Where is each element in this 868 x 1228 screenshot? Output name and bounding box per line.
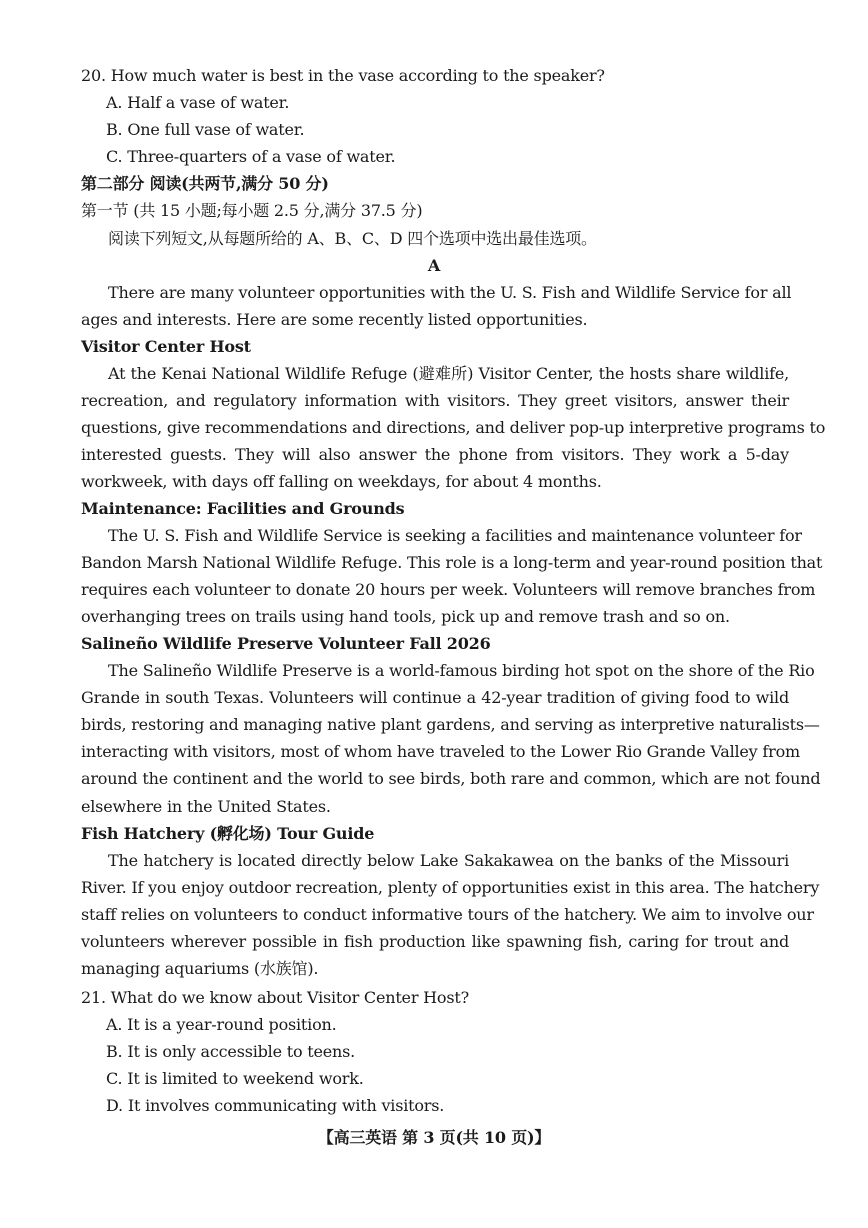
intro-line: There are many volunteer opportunities with the U. S. Fish and Wildlife Service for all — [108, 283, 792, 302]
passage-letter: A — [427, 256, 441, 275]
paragraph-line: volunteers wherever possible in fish production like spawning fish, caring for trout and — [81, 932, 789, 951]
section-heading: Fish Hatchery (孵化场) Tour Guide — [81, 824, 375, 843]
paragraph-line: interested guests. They will also answer the phone from visitors. They work a 5-day — [81, 445, 789, 464]
question-20-stem: 20. How much water is best in the vase according to the speaker? — [81, 66, 605, 85]
paragraph-line: requires each volunteer to donate 20 hours per week. Volunteers will remove branches from — [81, 580, 816, 599]
paragraph-line: workweek, with days off falling on weekdays, for about 4 months. — [81, 472, 602, 491]
paragraph-line: The U. S. Fish and Wildlife Service is seeking a facilities and maintenance volunteer for — [108, 526, 802, 545]
intro-line: ages and interests. Here are some recently listed opportunities. — [81, 310, 588, 329]
paragraph-line: The Salineño Wildlife Preserve is a world-famous birding hot spot on the shore of the Rio — [108, 661, 815, 680]
paragraph-line: interacting with visitors, most of whom have traveled to the Lower Rio Grande Valley from — [81, 742, 800, 761]
page-footer: 【高三英语 第 3 页(共 10 页)】 — [317, 1128, 551, 1147]
question-21-option-a: A. It is a year-round position. — [106, 1015, 337, 1034]
section-heading: Visitor Center Host — [81, 337, 251, 356]
paragraph-line: birds, restoring and managing native plant gardens, and serving as interpretive naturalists— — [81, 715, 820, 734]
paragraph-line: River. If you enjoy outdoor recreation, plenty of opportunities exist in this area. The hatchery — [81, 878, 820, 897]
paragraph-line: staff relies on volunteers to conduct informative tours of the hatchery. We aim to involve our — [81, 905, 814, 924]
paragraph-line: The hatchery is located directly below Lake Sakakawea on the banks of the Missouri — [108, 851, 789, 870]
paragraph-line: At the Kenai National Wildlife Refuge (避难所) Visitor Center, the hosts share wildlife, — [108, 364, 789, 383]
part-title: 第二部分 阅读(共两节,满分 50 分) — [81, 174, 329, 193]
paragraph-line: Bandon Marsh National Wildlife Refuge. This role is a long-term and year-round position that — [81, 553, 823, 572]
question-20-option-b: B. One full vase of water. — [106, 120, 305, 139]
section-heading: Salineño Wildlife Preserve Volunteer Fall 2026 — [81, 634, 491, 653]
question-21-option-c: C. It is limited to weekend work. — [106, 1069, 364, 1088]
sub-section-title: 第一节 (共 15 小题;每小题 2.5 分,满分 37.5 分) — [81, 201, 423, 220]
paragraph-line: around the continent and the world to see birds, both rare and common, which are not found — [81, 769, 821, 788]
instruction: 阅读下列短文,从每题所给的 A、B、C、D 四个选项中选出最佳选项。 — [108, 229, 597, 248]
question-21-option-d: D. It involves communicating with visitors. — [106, 1096, 445, 1115]
paragraph-line: Grande in south Texas. Volunteers will continue a 42-year tradition of giving food to wild — [81, 688, 789, 707]
paragraph-line: recreation, and regulatory information with visitors. They greet visitors, answer their — [81, 391, 789, 410]
paragraph-line: questions, give recommendations and directions, and deliver pop-up interpretive programs to — [81, 418, 826, 437]
section-heading: Maintenance: Facilities and Grounds — [81, 499, 405, 518]
paragraph-line: managing aquariums (水族馆). — [81, 959, 319, 978]
question-20-option-c: C. Three-quarters of a vase of water. — [106, 147, 396, 166]
question-21-option-b: B. It is only accessible to teens. — [106, 1042, 356, 1061]
question-20-option-a: A. Half a vase of water. — [106, 93, 290, 112]
paragraph-line: elsewhere in the United States. — [81, 797, 331, 816]
paragraph-line: overhanging trees on trails using hand tools, pick up and remove trash and so on. — [81, 607, 730, 626]
question-21-stem: 21. What do we know about Visitor Center Host? — [81, 988, 469, 1007]
